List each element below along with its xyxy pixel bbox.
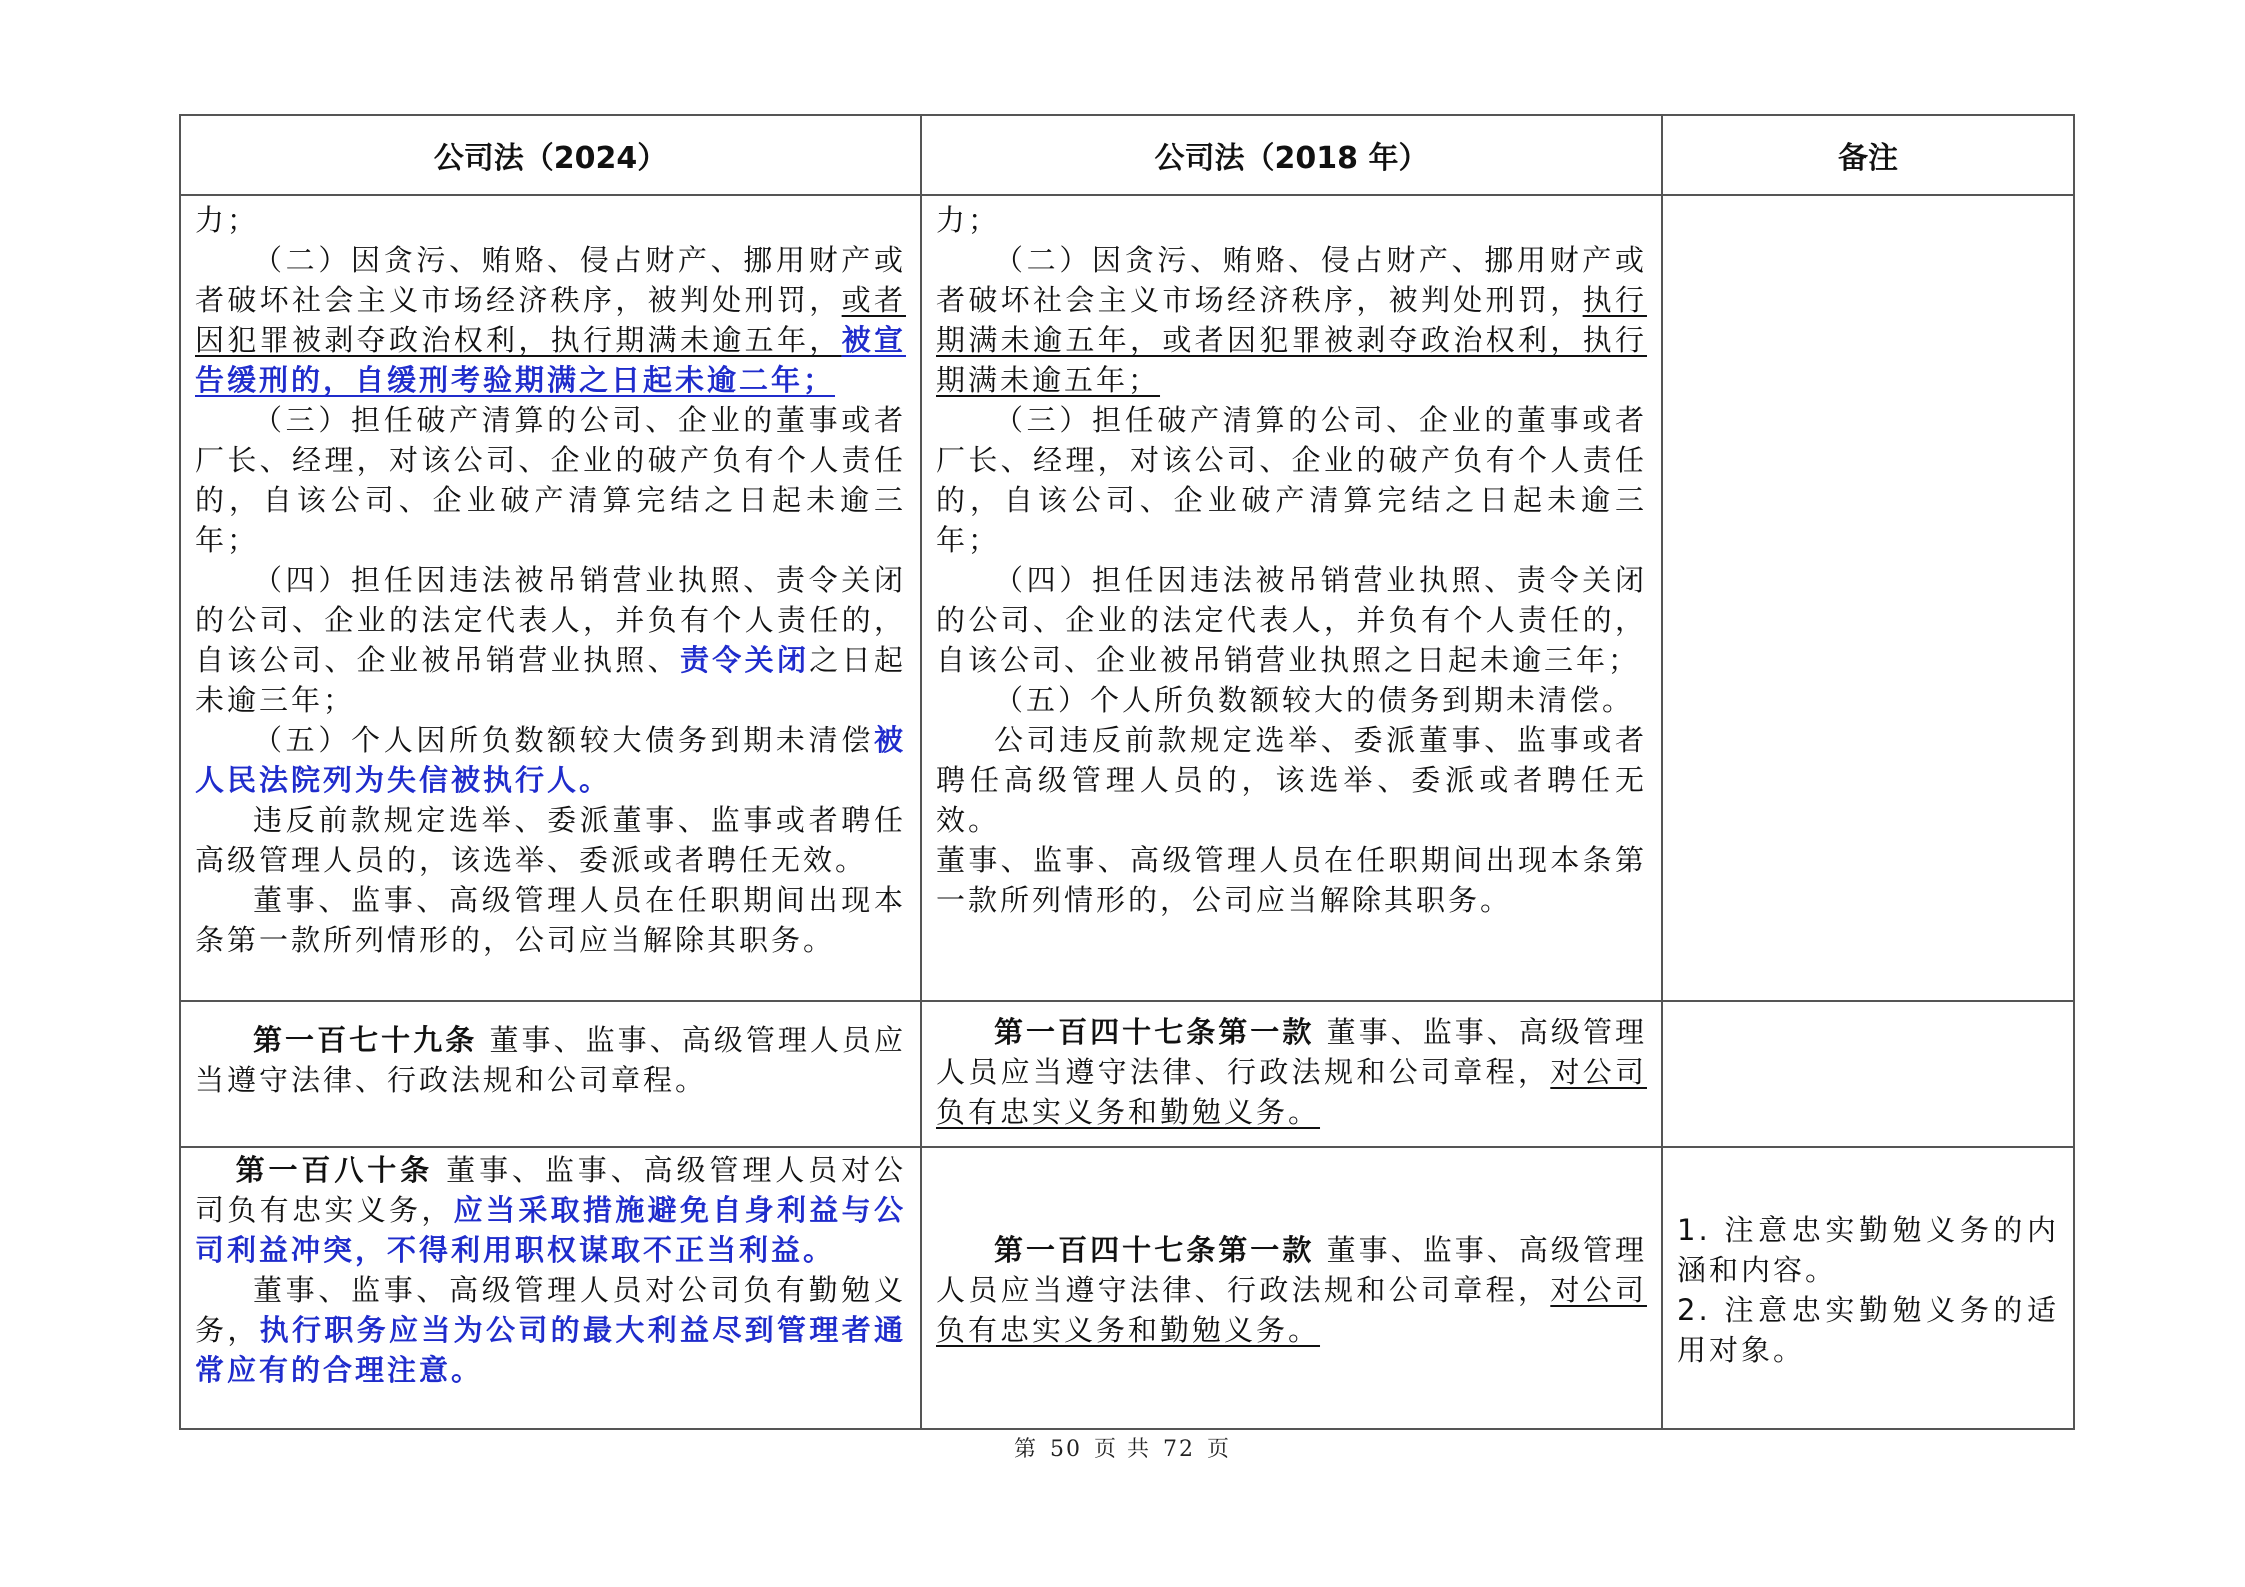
comparison-table [179, 114, 2075, 1430]
highlighted-text: 被人民法院列为失信被执行人。 [195, 723, 906, 797]
cell-2024 [180, 195, 921, 1001]
paragraph: （四）担任因违法被吊销营业执照、责令关闭的公司、企业的法定代表人，并负有个人责任的，自该公司、企业被吊销营业执照之日起未逾三年； [936, 563, 1647, 677]
footer-mid: 页 共 [1094, 1437, 1151, 1462]
text: 董事、监事、高级管理人员对公司负有勤勉义务， [195, 1273, 906, 1347]
cell-notes [1662, 195, 2074, 1001]
paragraph [195, 1150, 906, 1270]
text: 董事、监事、高级管理人员应当遵守法律、行政法规和公司章程， [936, 1233, 1647, 1307]
paragraph: （三）担任破产清算的公司、企业的董事或者厂长、经理，对该公司、企业的破产负有个人责任的，自该公司、企业破产清算完结之日起未逾三年； [936, 403, 1647, 557]
text: 董事、监事、高级管理人员应当遵守法律、行政法规和公司章程。 [195, 1023, 906, 1097]
text: 董事、监事、高级管理人员应当遵守法律、行政法规和公司章程， [936, 1015, 1647, 1089]
paragraph [936, 1230, 1647, 1350]
paragraph [195, 720, 906, 800]
text: 董事、监事、高级管理人员对公司负有忠实义务， [195, 1153, 906, 1227]
text: （二）因贪污、贿赂、侵占财产、挪用财产或者破坏社会主义市场经济秩序，被判处刑罚， [936, 243, 1647, 317]
paragraph: 违反前款规定选举、委派董事、监事或者聘任高级管理人员的，该选举、委派或者聘任无效。 [195, 803, 906, 877]
paragraph [936, 240, 1647, 400]
cell-2018 [921, 195, 1662, 1001]
page-number: 50 [1050, 1437, 1082, 1462]
text: （四）担任因违法被吊销营业执照、责令关闭的公司、企业的法定代表人，并负有个人责任的，自该公司、企业被吊销营业执照、 [195, 563, 906, 677]
table-row [180, 195, 2074, 1001]
table-row [180, 1001, 2074, 1147]
paragraph [195, 1020, 906, 1100]
paragraph [195, 560, 906, 720]
underlined-text: 对公司负有忠实义务和勤勉义务。 [936, 1273, 1647, 1347]
paragraph: （五）个人所负数额较大的债务到期未清偿。 [994, 683, 1635, 717]
paragraph: （三）担任破产清算的公司、企业的董事或者厂长、经理，对该公司、企业的破产负有个人责任的，自该公司、企业破产清算完结之日起未逾三年； [195, 403, 906, 557]
cell-2018 [921, 1001, 1662, 1147]
paragraph: 公司违反前款规定选举、委派董事、监事或者聘任高级管理人员的，该选举、委派或者聘任无效。 [936, 723, 1647, 837]
underlined-text: 执行期满未逾五年，或者因犯罪被剥夺政治权利，执行期满未逾五年； [936, 283, 1647, 397]
footer-prefix: 第 [1013, 1437, 1038, 1462]
header-notes: 备注 [1662, 115, 2074, 195]
cell-2024 [180, 1001, 921, 1147]
paragraph [195, 240, 906, 400]
cell-2024 [180, 1147, 921, 1429]
paragraph: 董事、监事、高级管理人员在任职期间出现本条第一款所列情形的，公司应当解除其职务。 [195, 883, 906, 957]
total-pages: 72 [1163, 1437, 1195, 1462]
article-title: 第一百四十七条第一款 [994, 1233, 1315, 1267]
article-title: 第一百八十条 [235, 1153, 434, 1187]
header-row [180, 115, 2074, 195]
table-row [180, 1147, 2074, 1429]
paragraph [195, 1270, 906, 1390]
text: 之日起未逾三年； [195, 643, 906, 717]
header-2018: 公司法（2018 年） [921, 115, 1662, 195]
paragraph [936, 1012, 1647, 1132]
note-item: 2. 注意忠实勤勉义务的适用对象。 [1677, 1293, 2059, 1367]
text: （五）个人因所负数额较大债务到期未清偿 [253, 723, 874, 757]
header-2024: 公司法（2024） [180, 115, 921, 195]
article-title: 第一百七十九条 [253, 1023, 478, 1057]
footer-suffix: 页 [1207, 1437, 1232, 1462]
text-line: 力； [195, 203, 260, 237]
highlighted-text: 被宣告缓刑的，自缓刑考验期满之日起未逾二年； [195, 323, 906, 397]
cell-notes [1662, 1147, 2074, 1429]
text: （二）因贪污、贿赂、侵占财产、挪用财产或者破坏社会主义市场经济秩序，被判处刑罚， [195, 243, 906, 317]
underlined-text: 对公司负有忠实义务和勤勉义务。 [936, 1055, 1647, 1129]
article-title: 第一百四十七条第一款 [994, 1015, 1315, 1049]
cell-notes [1662, 1001, 2074, 1147]
text-line: 力； [936, 203, 1001, 237]
highlighted-text: 责令关闭 [679, 643, 810, 677]
highlighted-text: 执行职务应当为公司的最大利益尽到管理者通常应有的合理注意。 [195, 1313, 906, 1387]
note-item: 1. 注意忠实勤勉义务的内涵和内容。 [1677, 1213, 2059, 1287]
paragraph: 董事、监事、高级管理人员在任职期间出现本条第一款所列情形的，公司应当解除其职务。 [936, 843, 1647, 917]
cell-2018 [921, 1147, 1662, 1429]
underlined-text: 或者因犯罪被剥夺政治权利，执行期满未逾五年， [195, 283, 906, 357]
highlighted-text: 应当采取措施避免自身利益与公司利益冲突，不得利用职权谋取不正当利益。 [195, 1193, 906, 1267]
page-footer [0, 1432, 2245, 1463]
